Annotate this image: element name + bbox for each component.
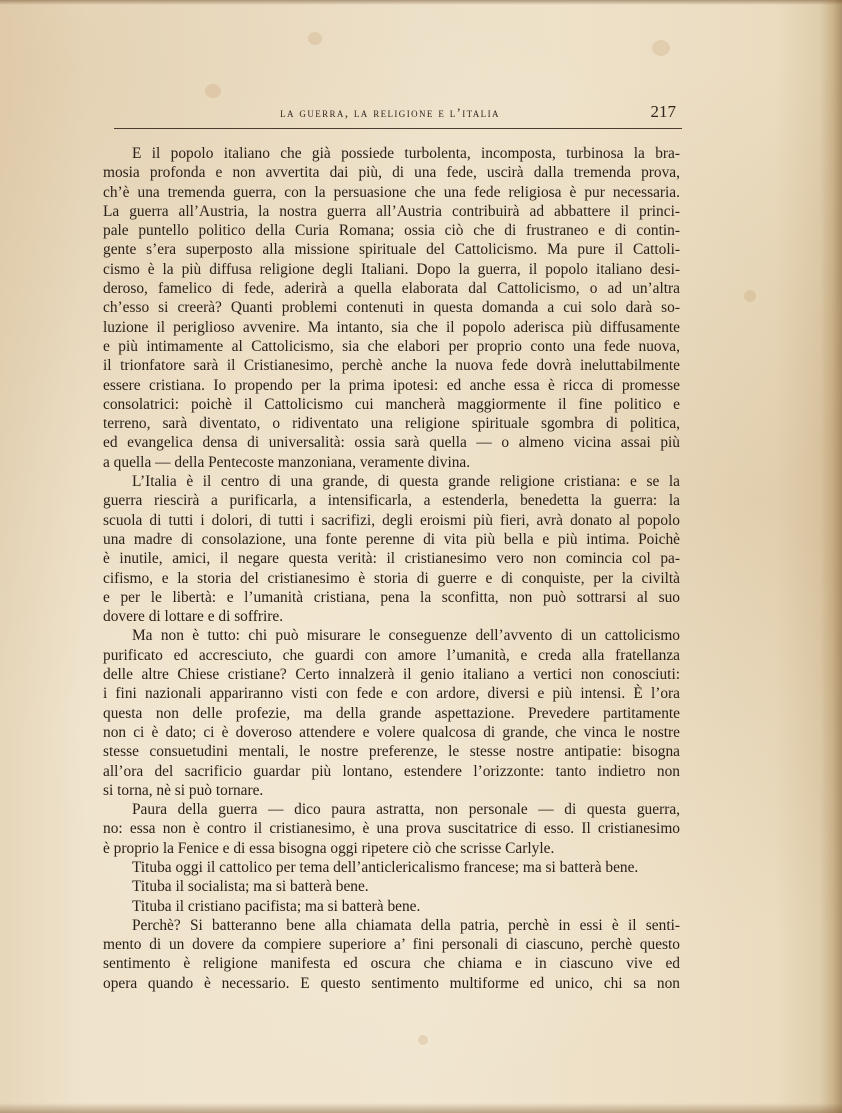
paragraph-8-line: sentimento è religione manifesta ed oscura che chiama e in ciascuno vive ed	[103, 955, 680, 973]
running-title: la guerra, la religione e l’italia	[280, 106, 500, 120]
paragraph-1-line: ch’esso si creerà? Quanti problemi contenuti in questa domanda a cui solo darà so-	[103, 299, 680, 317]
paragraph-1-line: ch’è una tremenda guerra, con la persuasione che una fede religiosa è pur necessaria.	[103, 183, 680, 201]
page-bottom-edge	[0, 1103, 842, 1113]
paragraph-1-line: essere cristiana. Io propendo per la prima ipotesi: ed anche essa è ricca di promesse	[103, 376, 680, 394]
paragraph-3-line: Ma non è tutto: chi può misurare le conseguenze dell’avvento di un cattolicismo	[132, 627, 680, 645]
paragraph-8-line: Perchè? Si batteranno bene alla chiamata della patria, perchè in essi è il senti-	[132, 916, 680, 934]
paragraph-7-line: Tituba il cristiano pacifista; ma si batterà bene.	[132, 897, 421, 915]
paragraph-3-line: all’ora del sacrificio guardar più lontano, estendere l’orizzonte: tanto indietro non	[103, 762, 680, 780]
paragraph-3-line: i fini nazionali appariranno visti con fede e con ardore, diversi e più intensi. È l’ora	[103, 685, 680, 703]
paragraph-1-line: pale puntello politico della Curia Romana; ossia ciò che di frustraneo e di contin-	[103, 222, 680, 240]
paragraph-1-line: ed evangelica densa di universalità: ossia sarà quella — o almeno vicina assai più	[103, 434, 680, 452]
paragraph-8-line: mento di un dovere da compiere superiore a’ fini personali di ciascuno, perchè questo	[103, 936, 680, 954]
paragraph-1-line: mosia profonda e non avvertita dai più, di una fede, uscirà dalla tremenda prova,	[103, 164, 680, 182]
paragraph-2-line: dovere di lottare e di soffrire.	[103, 608, 284, 626]
running-header	[100, 104, 680, 126]
body-text	[103, 144, 680, 993]
paragraph-1-line: deroso, famelico di fede, aderirà a quella elaborata dal Cattolicismo, o ad un’altra	[103, 280, 680, 298]
paragraph-4-line: è proprio la Fenice e di essa bisogna oggi ripetere ciò che scrisse Carlyle.	[103, 839, 555, 857]
paragraph-2-line: scuola di tutti i dolori, di tutti i sacrifizi, degli eroismi più fieri, avrà donato al popolo	[103, 511, 680, 529]
paragraph-3-line: delle altre Chiese cristiane? Certo innalzerà il genio italiano a vertici non conosciuti:	[103, 666, 680, 684]
foxing-spot	[308, 32, 322, 45]
paragraph-1-line: a quella — della Pentecoste manzoniana, veramente divina.	[103, 453, 471, 471]
paragraph-4-line: no: essa non è contro il cristianesimo, è una prova suscitatrice di esso. Il cristianesimo	[103, 820, 680, 838]
foxing-spot	[418, 1035, 428, 1045]
foxing-spot	[205, 84, 221, 98]
header-rule	[114, 128, 682, 129]
page-top-edge	[0, 0, 842, 5]
paragraph-5-line: Tituba oggi il cattolico per tema dell’anticlericalismo francese; ma si batterà bene.	[132, 858, 639, 876]
paragraph-2-line: cifismo, e la storia del cristianesimo è storia di guerre e di conquiste, per la civiltà	[103, 569, 680, 587]
paragraph-3-line: questa non delle profezie, ma della grande aspettazione. Prevedere partitamente	[103, 704, 680, 722]
foxing-spot	[744, 290, 756, 302]
paragraph-2-line: una madre di consolazione, una fonte perenne di vita più bella e più intima. Poichè	[103, 530, 680, 548]
paragraph-3-line: si torna, nè si può tornare.	[103, 781, 264, 799]
paragraph-2-line: guerra riescirà a purificarla, a intensificarla, a estenderla, benedetta la guerra: la	[103, 492, 680, 510]
paragraph-3-line: purificato ed accresciuto, che guardi con amore l’umanità, e creda alla fratellanza	[103, 646, 680, 664]
paragraph-1-line: consolatrici: poichè il Cattolicismo cui mancherà maggiormente il fine politico e	[103, 395, 680, 413]
paragraph-3-line: non ci è dato; ci è doveroso attendere e volere qualcosa di grande, che vinca le nostre	[103, 723, 680, 741]
paragraph-4-line: Paura della guerra — dico paura astratta, non personale — di questa guerra,	[132, 801, 680, 819]
paragraph-1-line: E il popolo italiano che già possiede turbolenta, incomposta, turbinosa la bra-	[132, 145, 680, 162]
paragraph-1-line: La guerra all’Austria, la nostra guerra all’Austria contribuirà ad abbattere il princi-	[103, 202, 680, 220]
paragraph-1-line: e più intimamente al Cattolicismo, sia che elabori per proprio conto una fede nuova,	[103, 337, 680, 355]
paragraph-1-line: gente s’era superposto alla missione spirituale del Cattolicismo. Ma pure il Cattoli-	[103, 241, 680, 259]
paragraph-1-line: terreno, sarà diventato, o ridiventato una religione spirituale sgombra di politica,	[103, 415, 680, 433]
paragraph-1-line: il trionfatore sarà il Cristianesimo, perchè anche la nuova fede dovrà ineluttabilmente	[103, 357, 680, 375]
paragraph-2-line: L’Italia è il centro di una grande, di questa grande religione cristiana: e se la	[132, 473, 680, 491]
paragraph-2-line: e per le libertà: e l’umanità cristiana, pena la sconfitta, non può sottrarsi al suo	[103, 588, 680, 606]
paragraph-8-line: opera quando è necessario. E questo sentimento multiforme ed unico, chi sa non	[103, 974, 680, 992]
paragraph-6-line: Tituba il socialista; ma si batterà bene.	[132, 878, 369, 896]
paragraph-2-line: è inutile, amici, il negare questa verità: il cristianesimo vero non comincia col pa-	[103, 550, 680, 568]
foxing-spot	[652, 40, 670, 56]
page-number: 217	[650, 102, 676, 121]
page-right-edge	[820, 0, 842, 1113]
paragraph-1-line: cismo è la più diffusa religione degli Italiani. Dopo la guerra, il popolo italiano desi-	[103, 260, 680, 278]
paragraph-3-line: stesse consuetudini mentali, le nostre preferenze, le stesse nostre antipatie: bisogna	[103, 743, 680, 761]
paragraph-1-line: luzione il periglioso avvenire. Ma intanto, sia che il popolo aderisca più diffusamente	[103, 318, 680, 336]
